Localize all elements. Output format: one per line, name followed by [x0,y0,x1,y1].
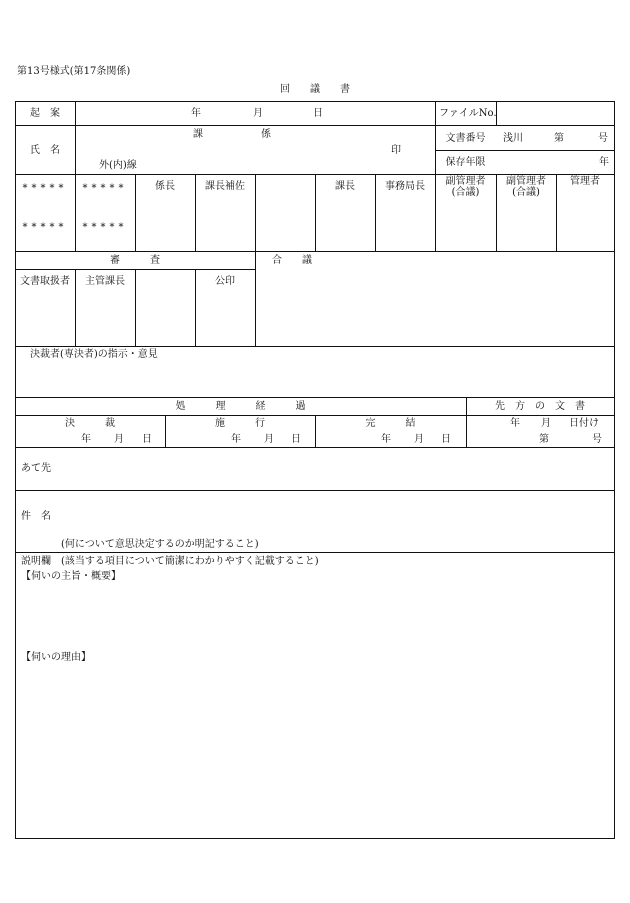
reason-heading: 【伺いの理由】 [21,652,91,663]
kian-day: 日 [313,108,323,119]
file-number-field[interactable] [500,106,610,122]
counterpart-document-header: 先 方 の 文 書 [495,401,585,412]
shiko-label: 施 行 [215,418,265,429]
shiko-month: 月 [264,434,274,445]
ka-label: 課 [193,129,203,140]
aigi-note: (合議) [451,187,480,198]
kessai-month: 月 [114,434,124,445]
supervising-chief-label: 主管課長 [85,276,125,287]
shiko-day: 日 [291,434,301,445]
document-handler-label: 文書取扱者 [20,276,70,287]
jimukyokucho-label: 事務局長 [385,181,425,192]
retention-year: 年 [599,157,609,168]
kacho-label: 課長 [335,181,355,192]
subject-label: 件 名 [21,511,51,522]
subject-note: (何について意思決定するのか明記すること) [61,539,259,550]
kakari-label: 係 [261,129,271,140]
fuku-kanrisha-label: 副管理者 [445,176,486,187]
shimei-label: 氏 名 [30,145,60,156]
document-number-dai: 第 [554,133,564,144]
kanrisha-label: 管理者 [570,176,600,187]
fuku-kanrisha-label: 副管理者 [506,176,546,187]
document-number-prefix: 浅川 [503,133,523,144]
approver-stars: ***** [22,222,68,233]
counterpart-go: 号 [592,434,602,445]
shiko-year: 年 [231,434,241,445]
counterpart-date-suffix: 日付け [569,418,599,429]
kanketsu-month: 月 [414,434,424,445]
approver-stars: ***** [82,222,128,233]
document-number-label: 文書番号 [445,133,486,144]
kessai-day: 日 [142,434,152,445]
instructions-label: 決裁者(専決者)の指示・意見 [30,349,158,360]
retention-label: 保存年限 [445,157,486,168]
explanation-label: 説明欄 (該当する項目について簡潔にわかりやすく記載すること) [21,556,319,567]
purpose-heading: 【伺いの主旨・概要】 [21,571,121,582]
official-seal-label: 公印 [215,276,235,287]
file-number-label: ファイルNo. [439,108,497,119]
kakaricho-label: 係長 [155,181,175,192]
kanketsu-label: 完 結 [365,418,416,429]
seal-label: 印 [391,145,401,156]
approver-stars: ***** [82,183,128,194]
kachohosa-label: 課長補佐 [205,181,245,192]
counterpart-dai: 第 [539,434,549,445]
kessai-year: 年 [81,434,91,445]
kian-month: 月 [253,108,263,119]
addressee-label: あて先 [21,463,51,474]
counterpart-month: 月 [541,418,551,429]
kanketsu-year: 年 [381,434,391,445]
kian-label: 起 案 [30,108,60,119]
kanketsu-day: 日 [441,434,451,445]
counterpart-year: 年 [510,418,520,429]
page-title: 回 議 書 [280,84,350,95]
kessai-label: 決 裁 [65,418,115,429]
approver-stars: ***** [22,183,68,194]
document-number-go: 号 [598,133,608,144]
process-header: 処 理 経 過 [175,401,306,412]
extension-label: 外(内)線 [99,160,137,171]
kian-year: 年 [191,108,201,119]
shinsa-header: 審 査 [110,255,160,266]
aigi-header: 合 議 [272,255,312,266]
form-number: 第13号様式(第17条関係) [17,66,131,77]
aigi-note: (合議) [512,187,540,198]
